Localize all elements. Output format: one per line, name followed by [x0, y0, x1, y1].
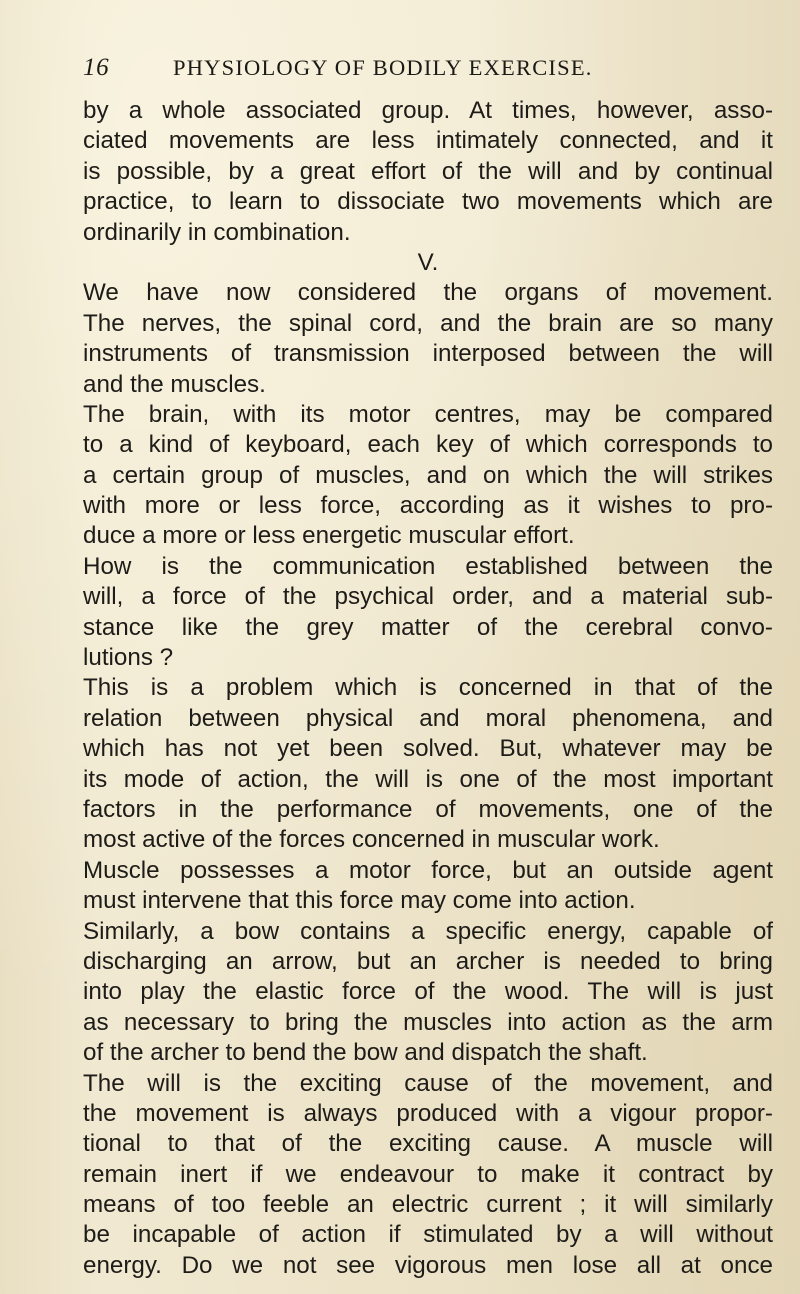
text-line: stance like the grey matter of the cerebral convo-	[83, 613, 773, 641]
text-line: most active of the forces concerned in muscular work.	[83, 826, 660, 854]
text-line: its mode of action, the will is one of the most important	[83, 765, 773, 793]
text-line: instruments of transmission interposed between the will	[83, 340, 773, 368]
text-line: which has not yet been solved. But, whatever may be	[83, 735, 773, 763]
text-line: tional to that of the exciting cause. A muscle will	[83, 1130, 773, 1158]
text-line: practice, to learn to dissociate two movements which are	[83, 188, 773, 216]
text-line: with more or less force, according as it wishes to pro-	[83, 492, 773, 520]
text-line: of the archer to bend the bow and dispatch the shaft.	[83, 1039, 648, 1067]
text-line: Similarly, a bow contains a specific energy, capable of	[83, 917, 773, 945]
section-heading: V.	[417, 248, 439, 276]
text-line: and the muscles.	[83, 370, 266, 398]
text-line: The nerves, the spinal cord, and the brain are so many	[83, 309, 773, 337]
text-line: This is a problem which is concerned in that of the	[83, 674, 773, 702]
text-line: the movement is always produced with a vigour propor-	[83, 1099, 773, 1127]
text-line: relation between physical and moral phenomena, and	[83, 704, 773, 732]
text-line: The will is the exciting cause of the movement, and	[83, 1069, 773, 1097]
text-line: be incapable of action if stimulated by a will without	[83, 1221, 773, 1249]
page-number: 16	[83, 54, 110, 81]
running-head: PHYSIOLOGY OF BODILY EXERCISE.	[173, 55, 593, 80]
body-text	[83, 96, 773, 1281]
text-line: duce a more or less energetic muscular effort.	[83, 522, 575, 550]
text-line: factors in the performance of movements, one of the	[83, 795, 773, 823]
book-page	[83, 54, 773, 1281]
page-header	[83, 54, 773, 94]
text-line: a certain group of muscles, and on which the will strikes	[83, 461, 773, 489]
text-line: must intervene that this force may come into action.	[83, 887, 636, 915]
text-line: We have now considered the organs of movement.	[83, 279, 773, 307]
text-line: as necessary to bring the muscles into action as the arm	[83, 1008, 773, 1036]
text-line: to a kind of keyboard, each key of which corresponds to	[83, 431, 773, 459]
text-line: Muscle possesses a motor force, but an outside agent	[83, 856, 773, 884]
text-line: discharging an arrow, but an archer is needed to bring	[83, 947, 773, 975]
text-line: is possible, by a great effort of the will and by continual	[83, 157, 773, 185]
text-line: lutions ?	[83, 644, 174, 672]
text-line: The brain, with its motor centres, may be compared	[83, 400, 773, 428]
text-line: How is the communication established between the	[83, 552, 773, 580]
text-line: ordinarily in combination.	[83, 218, 351, 246]
text-line: means of too feeble an electric current ; it will similarly	[83, 1191, 773, 1219]
text-line: by a whole associated group. At times, however, asso-	[83, 97, 773, 124]
text-line: ciated movements are less intimately connected, and it	[83, 127, 773, 155]
text-line: remain inert if we endeavour to make it contract by	[83, 1160, 773, 1188]
text-line: will, a force of the psychical order, and a material sub-	[83, 583, 773, 611]
text-line: into play the elastic force of the wood. The will is just	[83, 978, 773, 1006]
text-line: energy. Do we not see vigorous men lose all at once	[83, 1251, 773, 1279]
